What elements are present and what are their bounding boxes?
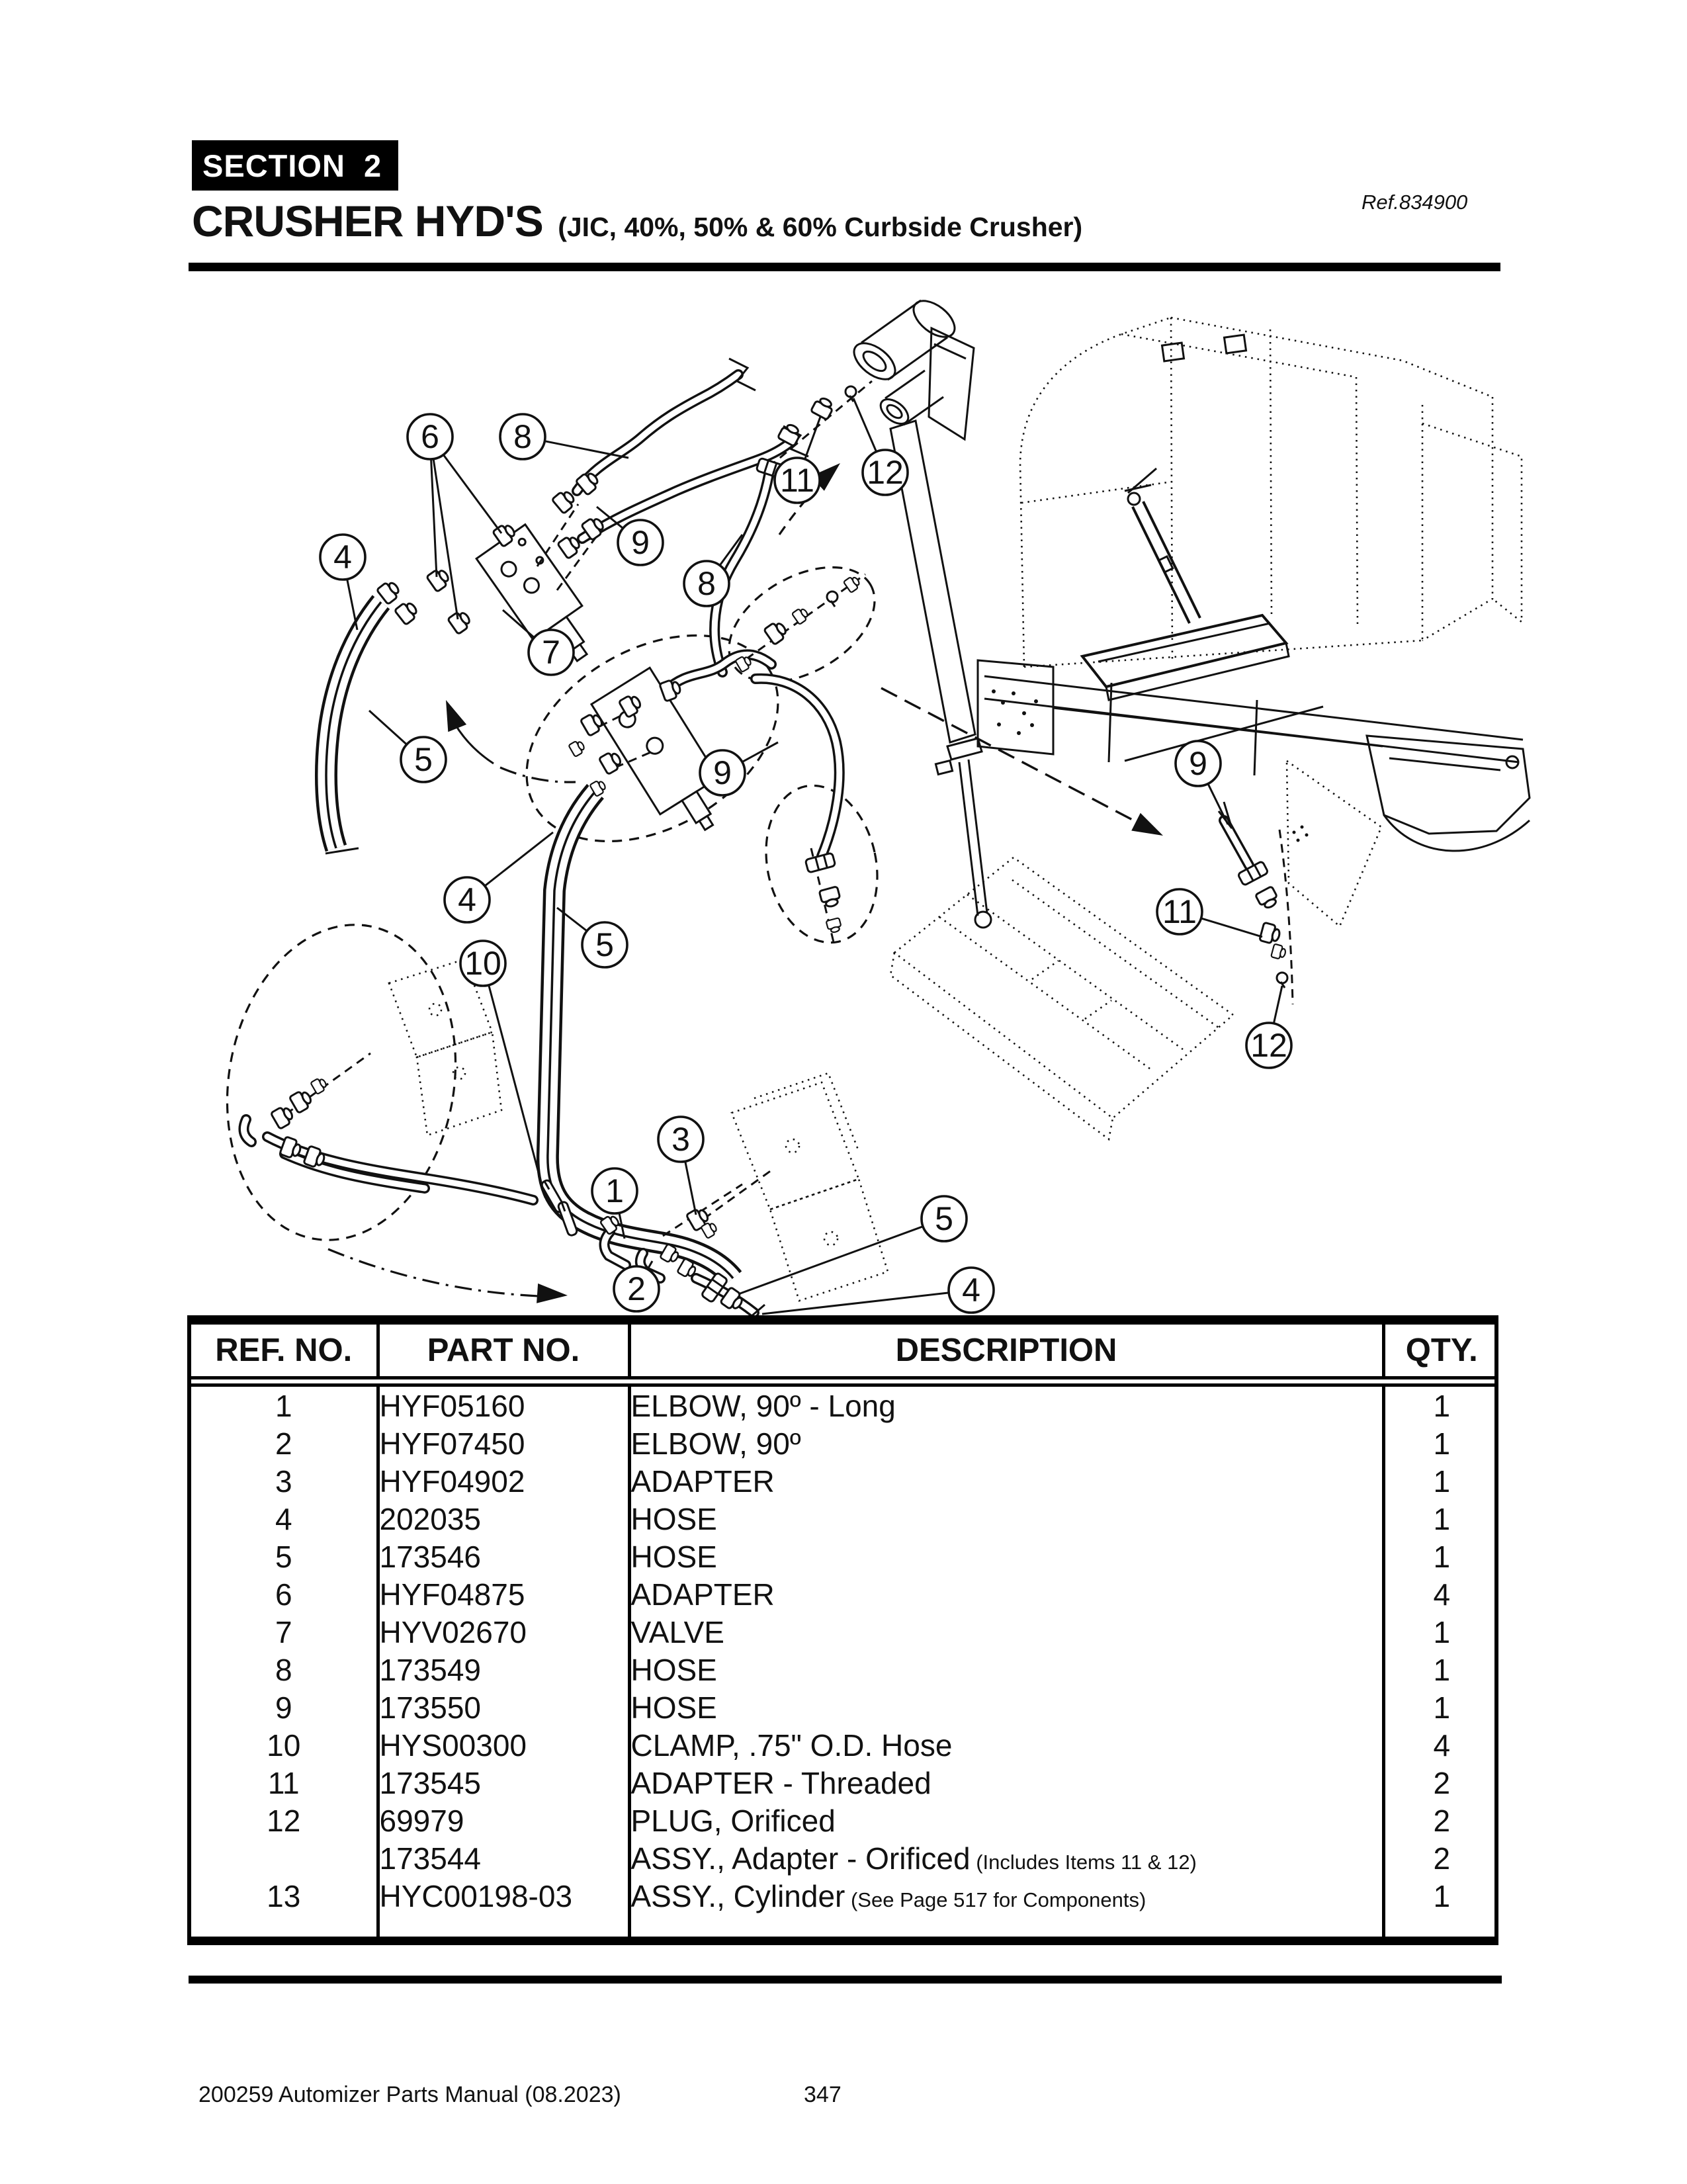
table-cell: 8 — [191, 1651, 378, 1688]
table-cell: HOSE — [629, 1688, 1383, 1726]
table-cell: 173545 — [378, 1764, 629, 1802]
table-cell: HYF07450 — [378, 1424, 629, 1462]
page-subtitle: (JIC, 40%, 50% & 60% Curbside Crusher) — [558, 212, 1083, 242]
callout-10 — [460, 941, 545, 1198]
table-cell: 2 — [1433, 1765, 1451, 1800]
table-cell: 5 — [191, 1538, 378, 1575]
svg-text:5: 5 — [414, 741, 433, 778]
svg-text:10: 10 — [464, 945, 501, 982]
table-cell: ADAPTER — [629, 1462, 1383, 1500]
svg-text:12: 12 — [867, 454, 904, 491]
table-cell: 12 — [191, 1802, 378, 1839]
svg-text:3: 3 — [671, 1121, 690, 1158]
column-header: DESCRIPTION — [629, 1325, 1383, 1381]
table-row — [191, 1500, 1498, 1538]
panel-dotted-right — [1287, 761, 1381, 926]
column-header: QTY. — [1383, 1325, 1498, 1381]
table-cell: 1 — [1433, 1426, 1451, 1461]
table-cell: 1 — [191, 1381, 378, 1424]
table-row — [191, 1877, 1498, 1915]
column-header: REF. NO. — [191, 1325, 378, 1381]
table-cell: 173544 — [378, 1839, 629, 1877]
dashed-connectors — [286, 381, 1293, 1305]
table-row — [191, 1726, 1498, 1764]
table-cell: PLUG, Orificed — [629, 1802, 1383, 1839]
table-row — [191, 1651, 1498, 1688]
table-row — [191, 1538, 1498, 1575]
table-cell: HYC00198-03 — [378, 1877, 629, 1915]
svg-text:4: 4 — [458, 881, 476, 918]
svg-text:4: 4 — [962, 1272, 980, 1309]
table-cell — [191, 1839, 378, 1877]
table-cell: HOSE — [629, 1651, 1383, 1688]
callout-9 — [700, 742, 778, 795]
table-cell: 1 — [1433, 1614, 1451, 1649]
parts-table-header — [191, 1325, 1498, 1381]
callout-5 — [557, 908, 627, 967]
table-cell: 1 — [1433, 1388, 1451, 1423]
parts-table — [191, 1325, 1498, 1937]
svg-text:11: 11 — [1162, 893, 1197, 930]
svg-text:8: 8 — [697, 565, 716, 602]
table-cell: 11 — [191, 1764, 378, 1802]
table-cell: 7 — [191, 1613, 378, 1651]
table-cell: HYV02670 — [378, 1613, 629, 1651]
table-row — [191, 1802, 1498, 1839]
callout-5 — [369, 711, 446, 782]
svg-text:9: 9 — [713, 754, 732, 791]
table-row — [191, 1575, 1498, 1613]
bottom-rule — [189, 1976, 1502, 1984]
table-cell: HOSE — [629, 1538, 1383, 1575]
svg-text:12: 12 — [1250, 1027, 1287, 1064]
page-title: CRUSHER HYD'S — [192, 197, 543, 245]
table-cell: 1 — [1433, 1690, 1451, 1725]
table-cell: HYS00300 — [378, 1726, 629, 1764]
table-cell: VALVE — [629, 1613, 1383, 1651]
table-cell: 69979 — [378, 1802, 629, 1839]
table-cell: HYF05160 — [378, 1381, 629, 1424]
table-cell: ASSY., Cylinder (See Page 517 for Components) — [629, 1877, 1383, 1915]
table-cell: 10 — [191, 1726, 378, 1764]
table-cell: 3 — [191, 1462, 378, 1500]
callout-8 — [500, 414, 628, 459]
table-filler-row — [191, 1915, 1498, 1937]
table-cell: 1 — [1433, 1501, 1451, 1536]
table-cell: 2 — [1433, 1803, 1451, 1838]
table-cell: ASSY., Adapter - Orificed (Includes Items 11 & 12) — [629, 1839, 1383, 1877]
table-cell-note: (Includes Items 11 & 12) — [970, 1850, 1197, 1874]
table-cell: 4 — [191, 1500, 378, 1538]
truck-cylinder-assembly — [1082, 468, 1289, 700]
table-cell: ADAPTER - Threaded — [629, 1764, 1383, 1802]
callout-3 — [658, 1117, 703, 1215]
svg-text:5: 5 — [935, 1200, 953, 1237]
table-cell: 4 — [1433, 1727, 1451, 1763]
svg-text:1: 1 — [605, 1172, 624, 1209]
footer-page-number: 347 — [804, 2082, 842, 2107]
callout-11 — [1157, 889, 1262, 937]
table-cell: HOSE — [629, 1500, 1383, 1538]
table-cell: 173549 — [378, 1651, 629, 1688]
section-label: SECTION 2 — [202, 148, 382, 183]
hoses — [267, 359, 1249, 1321]
parts-table-body — [191, 1381, 1498, 1937]
truck-body-outline — [1020, 318, 1522, 667]
table-cell: 173546 — [378, 1538, 629, 1575]
table-cell: 1 — [1433, 1652, 1451, 1687]
table-cell: ELBOW, 90º — [629, 1424, 1383, 1462]
svg-text:9: 9 — [1189, 745, 1207, 782]
table-row — [191, 1613, 1498, 1651]
table-row — [191, 1462, 1498, 1500]
svg-text:8: 8 — [513, 418, 532, 455]
svg-text:5: 5 — [595, 926, 614, 963]
table-cell: 1 — [1433, 1539, 1451, 1574]
table-cell: 202035 — [378, 1500, 629, 1538]
table-cell: 13 — [191, 1877, 378, 1915]
table-cell: CLAMP, .75" O.D. Hose — [629, 1726, 1383, 1764]
column-header: PART NO. — [378, 1325, 629, 1381]
callout-4 — [445, 832, 553, 922]
table-cell: ADAPTER — [629, 1575, 1383, 1613]
table-cell: 2 — [191, 1424, 378, 1462]
table-cell: HYF04902 — [378, 1462, 629, 1500]
table-cell: HYF04875 — [378, 1575, 629, 1613]
table-cell: 6 — [191, 1575, 378, 1613]
table-cell: 2 — [1433, 1841, 1451, 1876]
table-cell-note: (See Page 517 for Components) — [845, 1888, 1146, 1911]
table-row — [191, 1381, 1498, 1424]
table-row — [191, 1688, 1498, 1726]
svg-text:4: 4 — [333, 539, 352, 576]
table-cell: 1 — [1433, 1878, 1451, 1913]
table-row — [191, 1764, 1498, 1802]
svg-text:6: 6 — [421, 418, 439, 455]
manifold-dotted-bottom — [732, 1073, 888, 1301]
parts-table-frame — [187, 1315, 1498, 1945]
callout-12 — [1246, 986, 1291, 1068]
table-cell: 4 — [1433, 1577, 1451, 1612]
ref-number: Ref.834900 — [1362, 191, 1468, 214]
truck-frame — [978, 660, 1530, 851]
svg-text:7: 7 — [542, 634, 560, 671]
svg-text:9: 9 — [631, 524, 650, 561]
footer-manual-title: 200259 Automizer Parts Manual (08.2023) — [198, 2082, 621, 2107]
callout-2 — [614, 1261, 659, 1311]
svg-text:11: 11 — [780, 462, 814, 499]
callout-5 — [738, 1196, 967, 1294]
table-cell: ELBOW, 90º - Long — [629, 1381, 1383, 1424]
callout-6 — [408, 414, 501, 619]
svg-text:2: 2 — [627, 1270, 646, 1307]
table-cell: 9 — [191, 1688, 378, 1726]
table-row — [191, 1839, 1498, 1877]
table-row — [191, 1424, 1498, 1462]
table-cell: 1 — [1433, 1463, 1451, 1499]
table-cell: 173550 — [378, 1688, 629, 1726]
